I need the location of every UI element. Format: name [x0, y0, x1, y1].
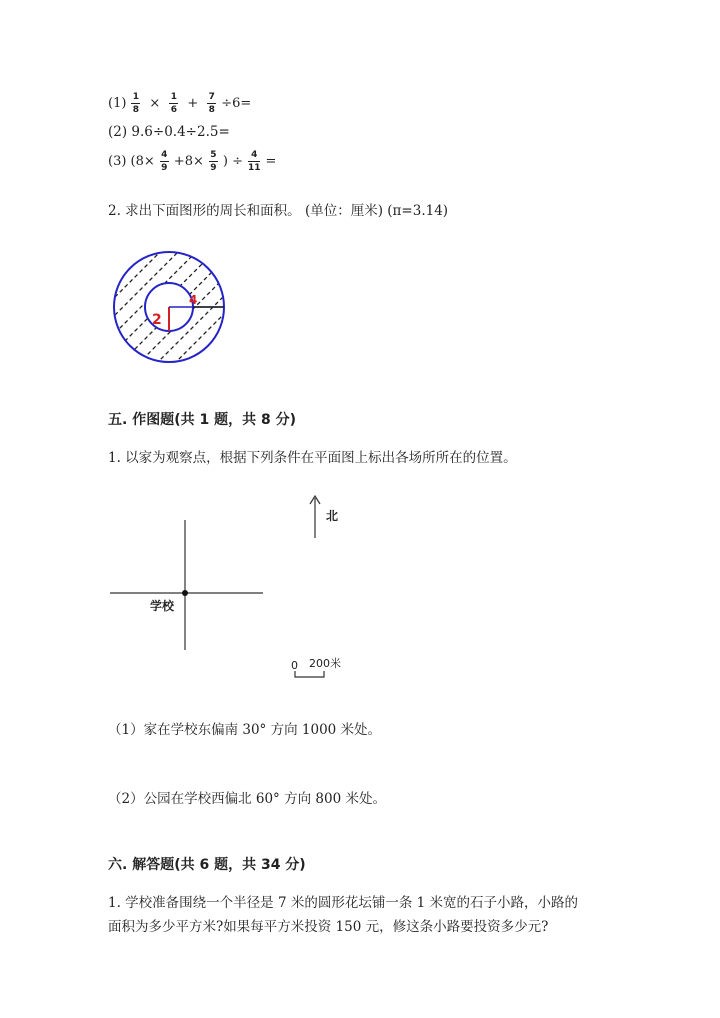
calc-item-2: (2) 9.6÷0.4÷2.5= [108, 124, 230, 140]
calc-item-3 [108, 150, 276, 173]
fraction: $\frac{1}{6}$ [170, 92, 177, 115]
fraction: $\frac{5}{9}$ [210, 150, 217, 173]
calc-3-close: ) ÷ [222, 154, 243, 169]
school-label: 学校 [150, 599, 175, 613]
north-label: 北 [326, 509, 339, 523]
plus-sign: + [187, 96, 199, 111]
inner-radius-label: 2 [152, 312, 162, 328]
school-point [182, 590, 188, 596]
problem-2-text: 2. 求出下面图形的周长和面积。 (单位：厘米) (π=3.14) [108, 203, 449, 219]
outer-radius-label: 4 [189, 293, 198, 307]
fraction: $\frac{4}{11}$ [247, 150, 261, 173]
annulus-figure [100, 240, 240, 380]
section-6-heading: 六. 解答题(共 6 题，共 34 分) [108, 857, 306, 873]
calc-1-number: (1) [108, 96, 127, 111]
school-map [100, 490, 400, 690]
section-6-question-1-line-1: 1. 学校准备围绕一个半径是 7 米的圆形花坛铺一条 1 米宽的石子小路，小路的 [108, 895, 579, 911]
times-sign: × [149, 96, 161, 111]
calc-item-1 [108, 92, 251, 115]
fraction: $\frac{7}{8}$ [208, 92, 215, 115]
section-5-heading: 五. 作图题(共 1 题，共 8 分) [108, 412, 296, 428]
calc-1-tail: ÷6= [221, 96, 252, 111]
section-6-question-1-line-2: 面积为多少平方米?如果每平方米投资 150 元，修这条小路要投资多少元? [108, 919, 549, 935]
fraction: $\frac{4}{9}$ [161, 150, 168, 173]
scale-bar [295, 671, 324, 677]
condition-2: （2）公园在学校西偏北 60° 方向 800 米处。 [108, 791, 386, 807]
calc-3-mid: +8× [173, 154, 204, 169]
section-5-question-1: 1. 以家为观察点，根据下列条件在平面图上标出各场所所在的位置。 [108, 450, 517, 466]
condition-1: （1）家在学校东偏南 30° 方向 1000 米处。 [108, 722, 382, 738]
equals-sign: = [265, 154, 277, 169]
fraction: $\frac{1}{8}$ [132, 92, 140, 115]
calc-3-lead: (3) (8× [108, 154, 155, 169]
scale-label: 200米 [309, 657, 341, 670]
scale-zero: 0 [291, 659, 298, 672]
